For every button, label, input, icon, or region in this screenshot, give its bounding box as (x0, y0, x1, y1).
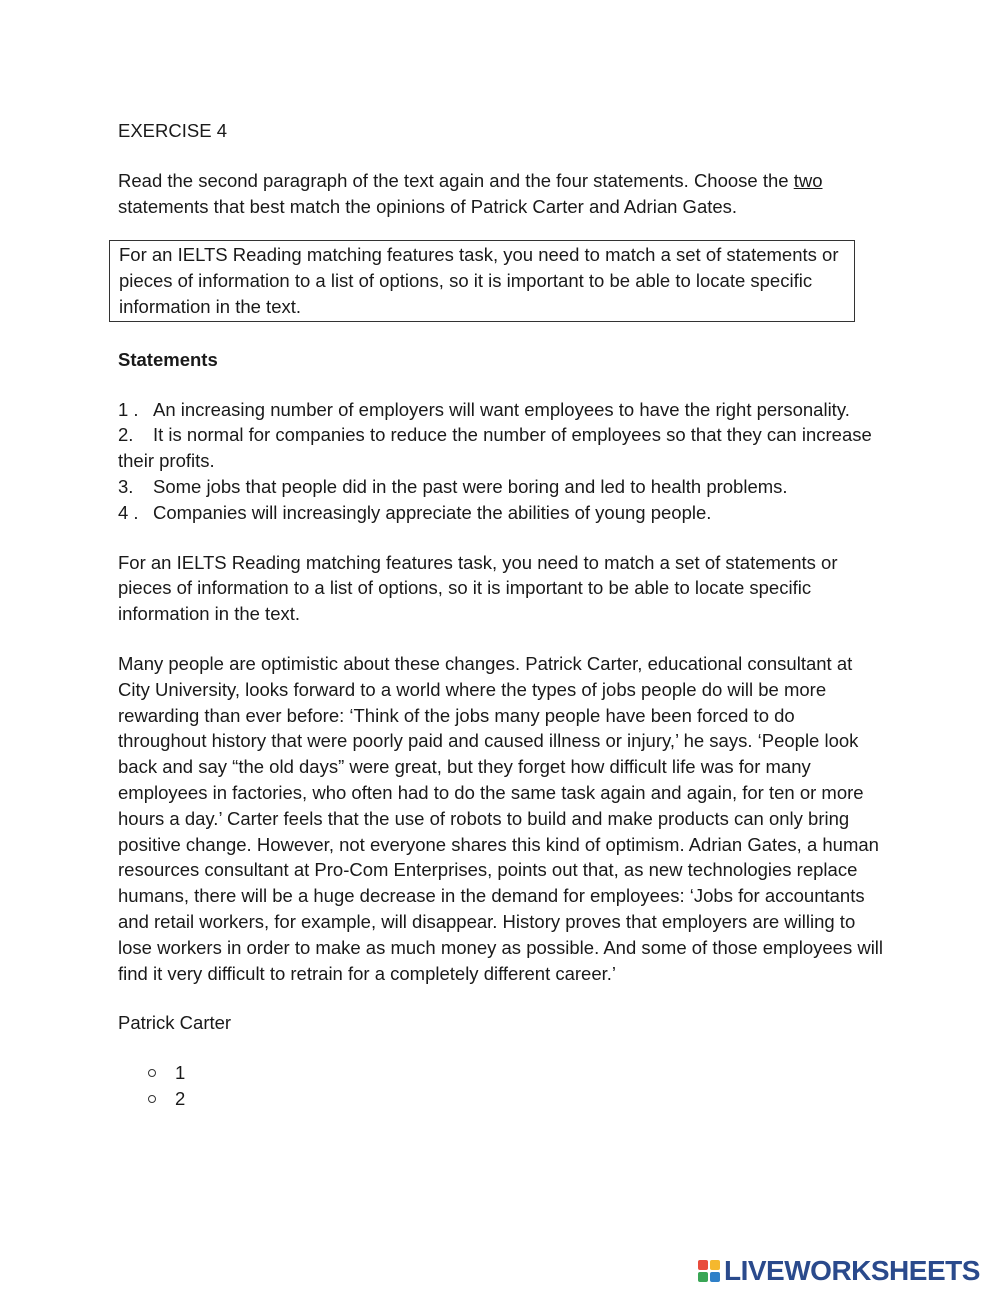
radio-circle-icon[interactable] (148, 1095, 156, 1103)
worksheet-page (118, 118, 888, 1112)
brand-text: LIVEWORKSHEETS (724, 1255, 980, 1286)
statement-text: It is normal for companies to reduce the number of employees so that they can increase their profits. (118, 424, 872, 472)
answer-options (118, 1060, 888, 1112)
radio-circle-icon[interactable] (148, 1069, 156, 1077)
option-label: 2 (175, 1087, 186, 1109)
statement-number: 2. (118, 424, 134, 446)
statement-text: An increasing number of employers will want employees to have the right personality. (153, 398, 850, 420)
statement-number: 3. (118, 475, 134, 497)
instruction-part2: statements that best match the opinions of Patrick Carter and Adrian Gates. (118, 195, 738, 217)
answer-option-1[interactable] (148, 1060, 888, 1086)
liveworksheets-brand[interactable] (698, 1255, 980, 1287)
instruction-underlined-word: two (793, 169, 823, 191)
statements-title: Statements (118, 348, 218, 370)
statements-list (118, 397, 888, 526)
instruction-text (118, 168, 888, 220)
question-person-name: Patrick Carter (118, 1012, 232, 1034)
statement-item (118, 422, 888, 474)
statement-number: 4 . (118, 501, 139, 523)
statement-item (118, 500, 888, 526)
exercise-heading: EXERCISE 4 (118, 120, 227, 141)
statement-item (118, 397, 888, 423)
tip-repeat-text: For an IELTS Reading matching features task, you need to match a set of statements or pieces of information to a list of options, so it is important to be able to locate specific information in the text. (118, 551, 838, 625)
tip-box: For an IELTS Reading matching features task, you need to match a set of statements or pieces of information to a list of options, so it is important to be able to locate specific information in the text. (109, 240, 855, 321)
statement-text: Some jobs that people did in the past were boring and led to health problems. (153, 475, 788, 497)
option-label: 1 (175, 1062, 186, 1084)
statement-item (118, 474, 888, 500)
instruction-part1: Read the second paragraph of the text again and the four statements. Choose the (118, 169, 794, 191)
liveworksheets-logo-icon (698, 1260, 720, 1282)
statement-number: 1 . (118, 398, 139, 420)
reading-passage: Many people are optimistic about these changes. Patrick Carter, educational consultant at City University, looks forward to a world where the types of jobs people do will be more rewarding than ever before: ‘Think of the jobs many people have been forced to do throughout history that were poorly paid and caused illness or injury,’ he says. ‘People look back and say “the old days” were great, but they forget how difficult life was for many employees in factories, who often had to do the same task again and again, for ten or more hours a day.’ Carter feels that the use of robots to build and make products can only bring positive change. However, not everyone shares this kind of optimism. Adrian Gates, a human resources consultant at Pro-Com Enterprises, points out that, as new technologies replace humans, there will be a huge decrease in the demand for employees: ‘Jobs for accountants and retail workers, for example, will disappear. History proves that employers are willing to lose workers in order to make as much money as possible. And some of those employees will find it very difficult to retrain for a completely different career.’ (118, 652, 884, 984)
answer-option-2[interactable] (148, 1086, 888, 1112)
statement-text: Companies will increasingly appreciate the abilities of young people. (153, 501, 712, 523)
